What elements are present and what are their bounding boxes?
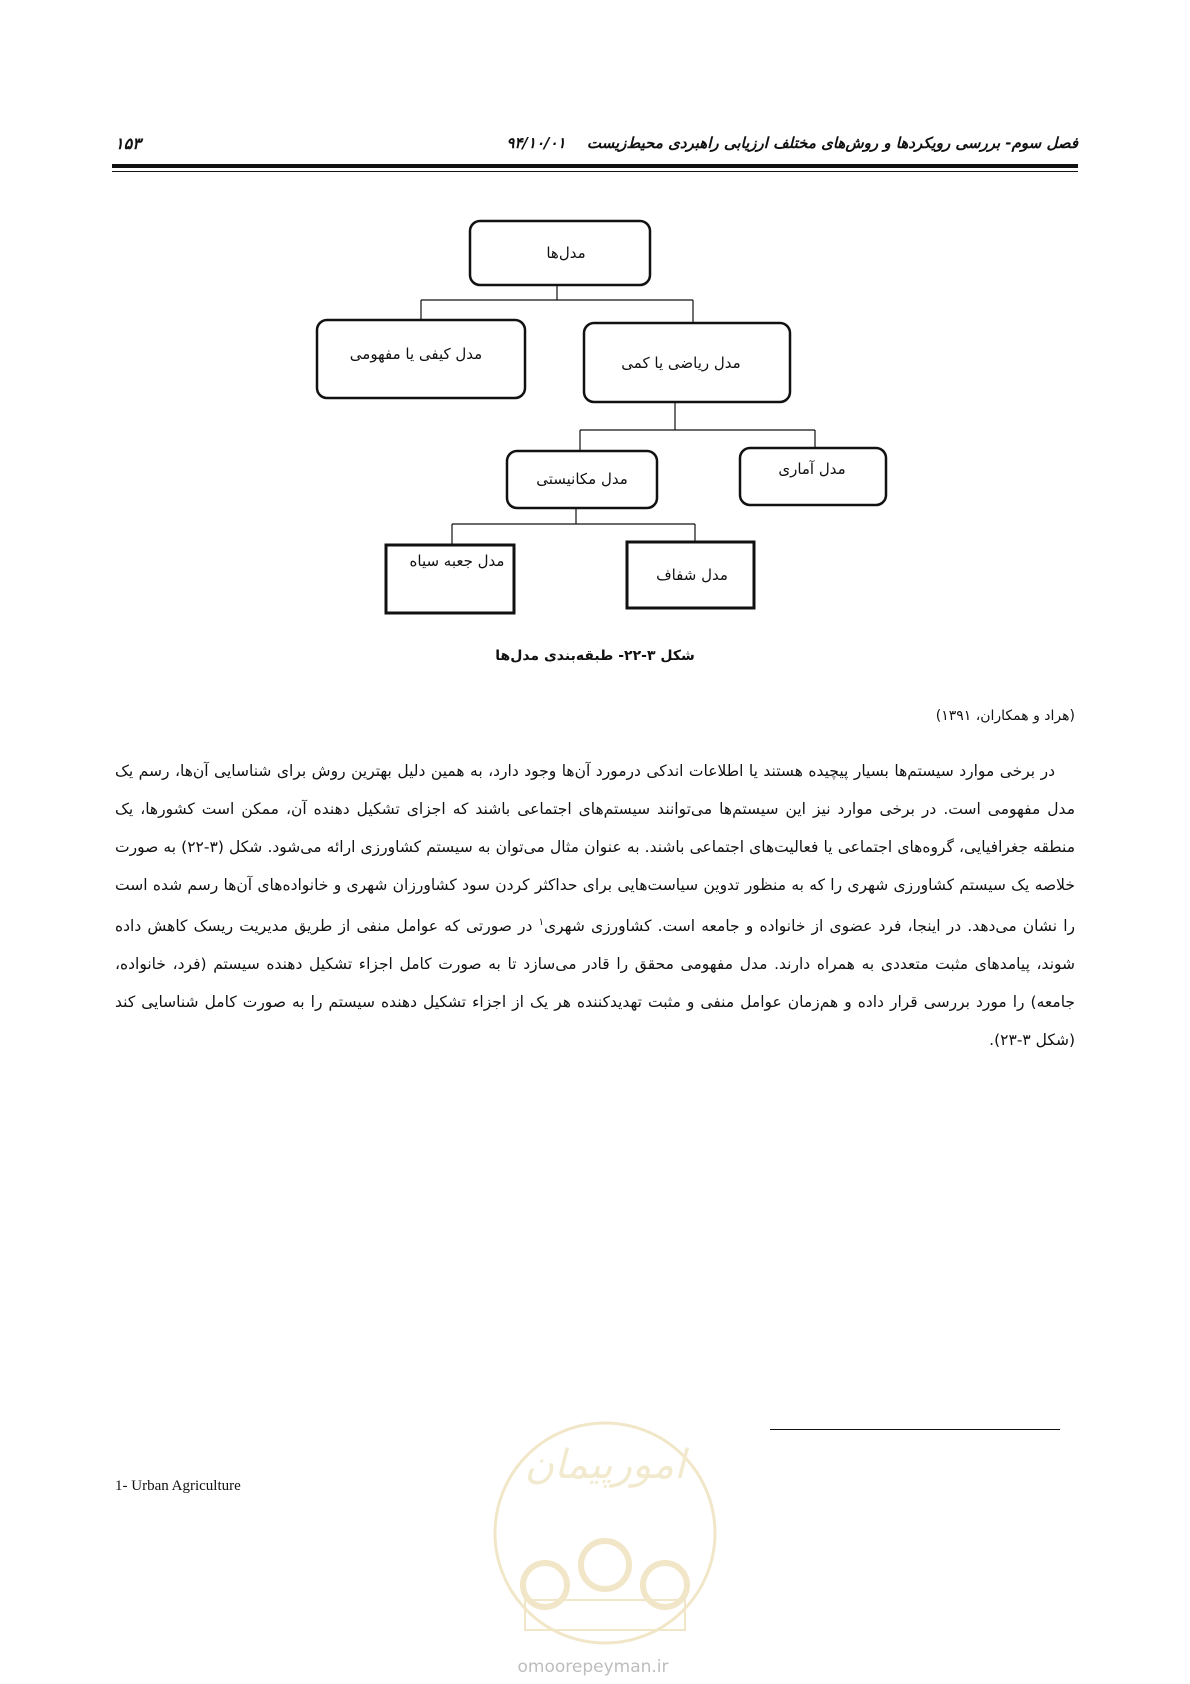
- header-date: ۹۴/۱۰/۰۱: [506, 134, 566, 152]
- model-classification-diagram: [0, 0, 1190, 660]
- paragraph-part-1: در برخی موارد سیستم‌ها بسیار پیچیده هستند یا اطلاعات اندکی درمورد آن‌ها وجود دارد، به همین دلیل بهترین روش برای شناسایی آن‌ها، رسم یک مدل مفهومی است. در برخی موارد نیز این سیستم‌ها می‌توانند سیستم‌های اجتماعی باشند که اجزای تشکیل دهنده آن، ممکن است کشورها، یک منطقه جغرافیایی، گروه‌های اجتماعی یا فعالیت‌های اجتماعی باشند. به عنوان مثال می‌توان به سیستم کشاورزی ارائه می‌شود. شکل (۳-۲۲) به صورت خلاصه یک سیستم کشاورزی شهری را که به منظور تدوین سیاست‌هایی برای حداکثر کردن سود کشاورزان شهری و خانواده‌های آن‌ها رسم شده است را نشان می‌دهد. در اینجا، فرد عضوی از خانواده و جامعه است. کشاورزی شهری: [115, 762, 1075, 936]
- header-title-text: فصل سوم- بررسی رویکردها و روش‌های مختلف ارزیابی راهبردی محیط‌زیست: [586, 134, 1078, 152]
- node-mechanistic: [507, 451, 657, 508]
- watermark-logo: [495, 1423, 715, 1643]
- footnote: 1- Urban Agriculture: [115, 1478, 241, 1494]
- node-statistical: [740, 448, 886, 505]
- node-quantitative-label: مدل ریاضی یا کمی: [621, 354, 741, 372]
- footnote-rule: [770, 1429, 1060, 1430]
- footnote-marker: ۱: [538, 917, 544, 928]
- watermark-logo-text: امورپیمان: [524, 1442, 686, 1488]
- node-transparent: [627, 542, 754, 608]
- node-mechanistic-label: مدل مکانیستی: [536, 470, 628, 488]
- paragraph: [115, 752, 1075, 1059]
- body-paragraph: [115, 752, 1075, 1059]
- node-black-box-label: مدل جعبه سیاه: [409, 552, 505, 570]
- citation: (هراد و همکاران، ۱۳۹۱): [935, 708, 1075, 724]
- node-root: [470, 221, 650, 285]
- figure-caption: شکل ۳-۲۲- طبقه‌بندی مدل‌ها: [495, 648, 695, 664]
- node-qualitative: [317, 320, 525, 398]
- page-number: ۱۵۳: [115, 133, 141, 153]
- node-root-label: مدل‌ها: [546, 244, 586, 262]
- paragraph-part-2: در صورتی که عوامل منفی از طریق مدیریت ریسک کاهش داده شوند، پیامدهای مثبت متعددی به همراه دارند. مدل مفهومی محقق را قادر می‌سازد تا به صورت کامل اجزاء تشکیل دهنده سیستم (فرد، خانواده، جامعه) را مورد بررسی قرار داده و هم‌زمان عوامل منفی و مثبت تهدیدکننده هر یک از اجزاء تشکیل دهنده سیستم را به صورت کامل شناسایی کند (شکل ۳-۲۳).: [115, 917, 1075, 1050]
- node-statistical-label: مدل آماری: [778, 460, 846, 478]
- node-black-box: [386, 545, 514, 613]
- node-transparent-label: مدل شفاف: [656, 566, 728, 584]
- node-quantitative: [584, 323, 790, 402]
- node-qualitative-label: مدل کیفی یا مفهومی: [349, 345, 483, 363]
- watermark-site: omoorepeyman.ir: [517, 1657, 669, 1677]
